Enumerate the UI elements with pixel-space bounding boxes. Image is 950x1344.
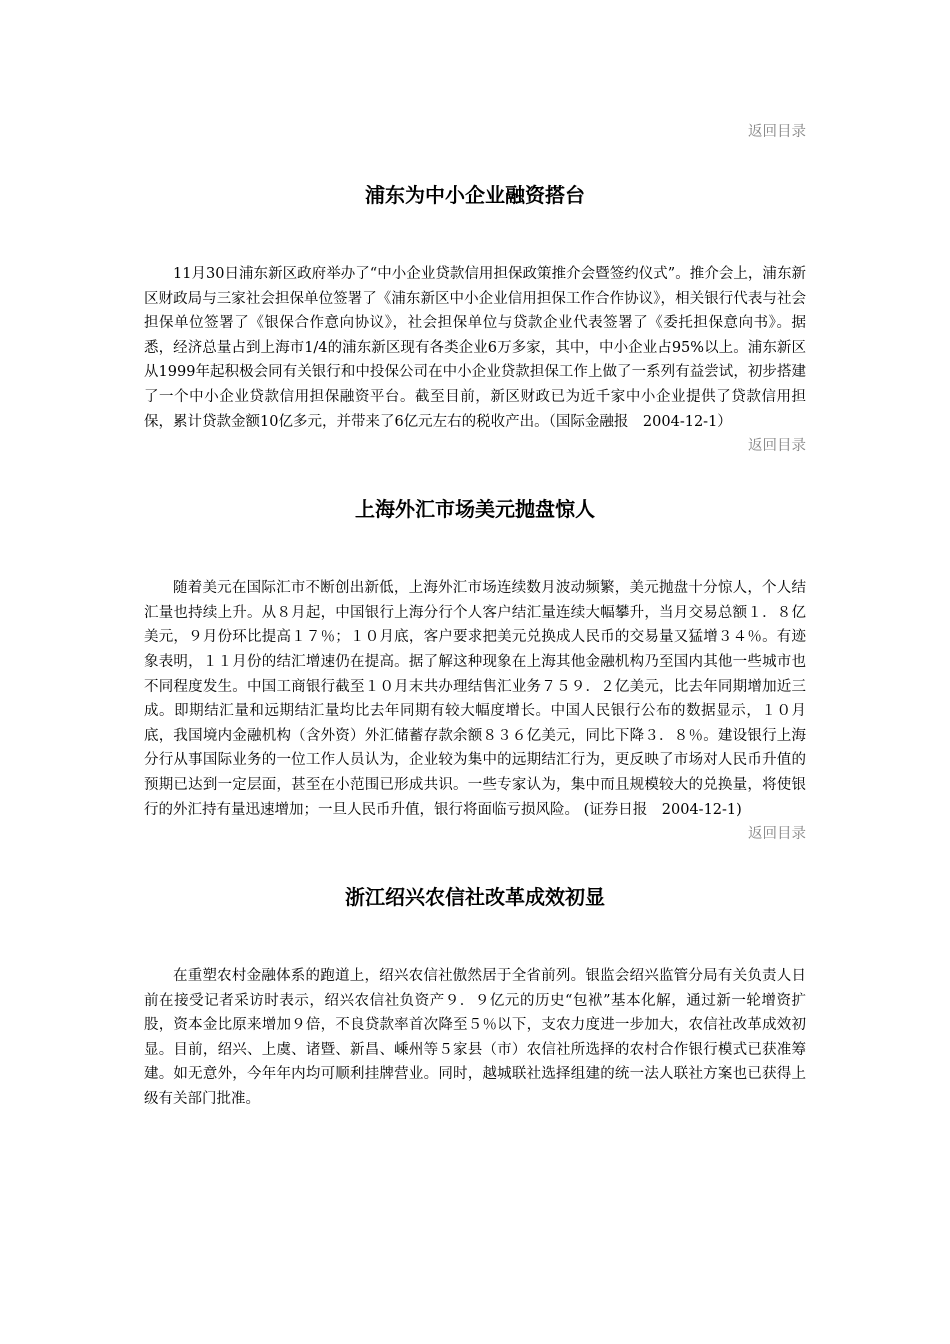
spacer [144,846,806,882]
spacer [144,210,806,262]
article-body: 11月30日浦东新区政府举办了“中小企业贷款信用担保政策推介会暨签约仪式”。推介会上，浦东新区财政局与三家社会担保单位签署了《浦东新区中小企业信用担保工作合作协议》，相关银行代表与社会担保单位签署了《银保合作意向协议》，社会担保单位与贷款企业代表签署了《委托担保意向书》。据悉，经济总量占到上海市1/4的浦东新区现有各类企业6万多家，其中，中小企业占95%以上。浦东新区从1999年起积极会同有关银行和中投保公司在中小企业贷款担保工作上做了一系列有益尝试，初步搭建了一个中小企业贷款信用担保融资平台。截至目前，新区财政已为近千家中小企业提供了贷款信用担保，累计贷款金额10亿多元，并带来了6亿元左右的税收产出。（国际金融报 2004-12-1） [144,266,806,430]
article-pudong [144,180,806,434]
spacer [144,144,806,180]
article-title: 浙江绍兴农信社改革成效初显 [345,885,605,910]
article-body: 在重塑农村金融体系的跑道上，绍兴农信社傲然居于全省前列。银监会绍兴监管分局有关负责人日前在接受记者采访时表示，绍兴农信社负资产９．９亿元的历史“包袱”基本化解，通过新一轮增资扩股，资本金比原来增加９倍，不良贷款率首次降至５％以下，支农力度进一步加大，农信社改革成效初显。目前，绍兴、上虞、诸暨、新昌、嵊州等５家县（市）农信社所选择的农村合作银行模式已获准筹建。如无意外，今年年内均可顺利挂牌营业。同时，越城联社选择组建的统一法人联社方案也已获得上级有关部门批准。 [144,968,806,1108]
back-to-contents-link[interactable]: 返回目录 [748,826,806,843]
document-page [144,120,806,1112]
back-to-contents-link[interactable]: 返回目录 [748,124,806,140]
article-shanghai-forex [144,494,806,822]
article-body: 随着美元在国际汇市不断创出新低，上海外汇市场连续数月波动频繁，美元抛盘十分惊人，个人结汇量也持续上升。从８月起，中国银行上海分行个人客户结汇量连续大幅攀升，当月交易总额１．８亿美元，９月份环比提高１７％；１０月底，客户要求把美元兑换成人民币的交易量又猛增３４％。有迹象表明，１１月份的结汇增速仍在提高。据了解这种现象在上海其他金融机构乃至国内其他一些城市也不同程度发生。中国工商银行截至１０月末共办理结售汇业务７５９．２亿美元，比去年同期增加近三成。即期结汇量和远期结汇量均比去年同期有较大幅度增长。中国人民银行公布的数据显示，１０月底，我国境内金融机构（含外资）外汇储蓄存款余额８３６亿美元，同比下降３．８％。建设银行上海分行从事国际业务的一位工作人员认为，企业较为集中的远期结汇行为，更反映了市场对人民币升值的预期已达到一定层面，甚至在小范围已形成共识。一些专家认为，集中而且规模较大的兑换量，将使银行的外汇持有量迅速增加；一旦人民币升值，银行将面临亏损风险。 (证券日报 2004-12-1) [144,580,806,818]
article-title: 浦东为中小企业融资搭台 [365,183,585,207]
spacer [144,458,806,494]
back-to-contents-link[interactable]: 返回目录 [748,438,806,455]
spacer [144,524,806,576]
article-shaoxing-rcc [144,882,806,1112]
article-title: 上海外汇市场美元抛盘惊人 [355,497,595,522]
spacer [144,912,806,964]
